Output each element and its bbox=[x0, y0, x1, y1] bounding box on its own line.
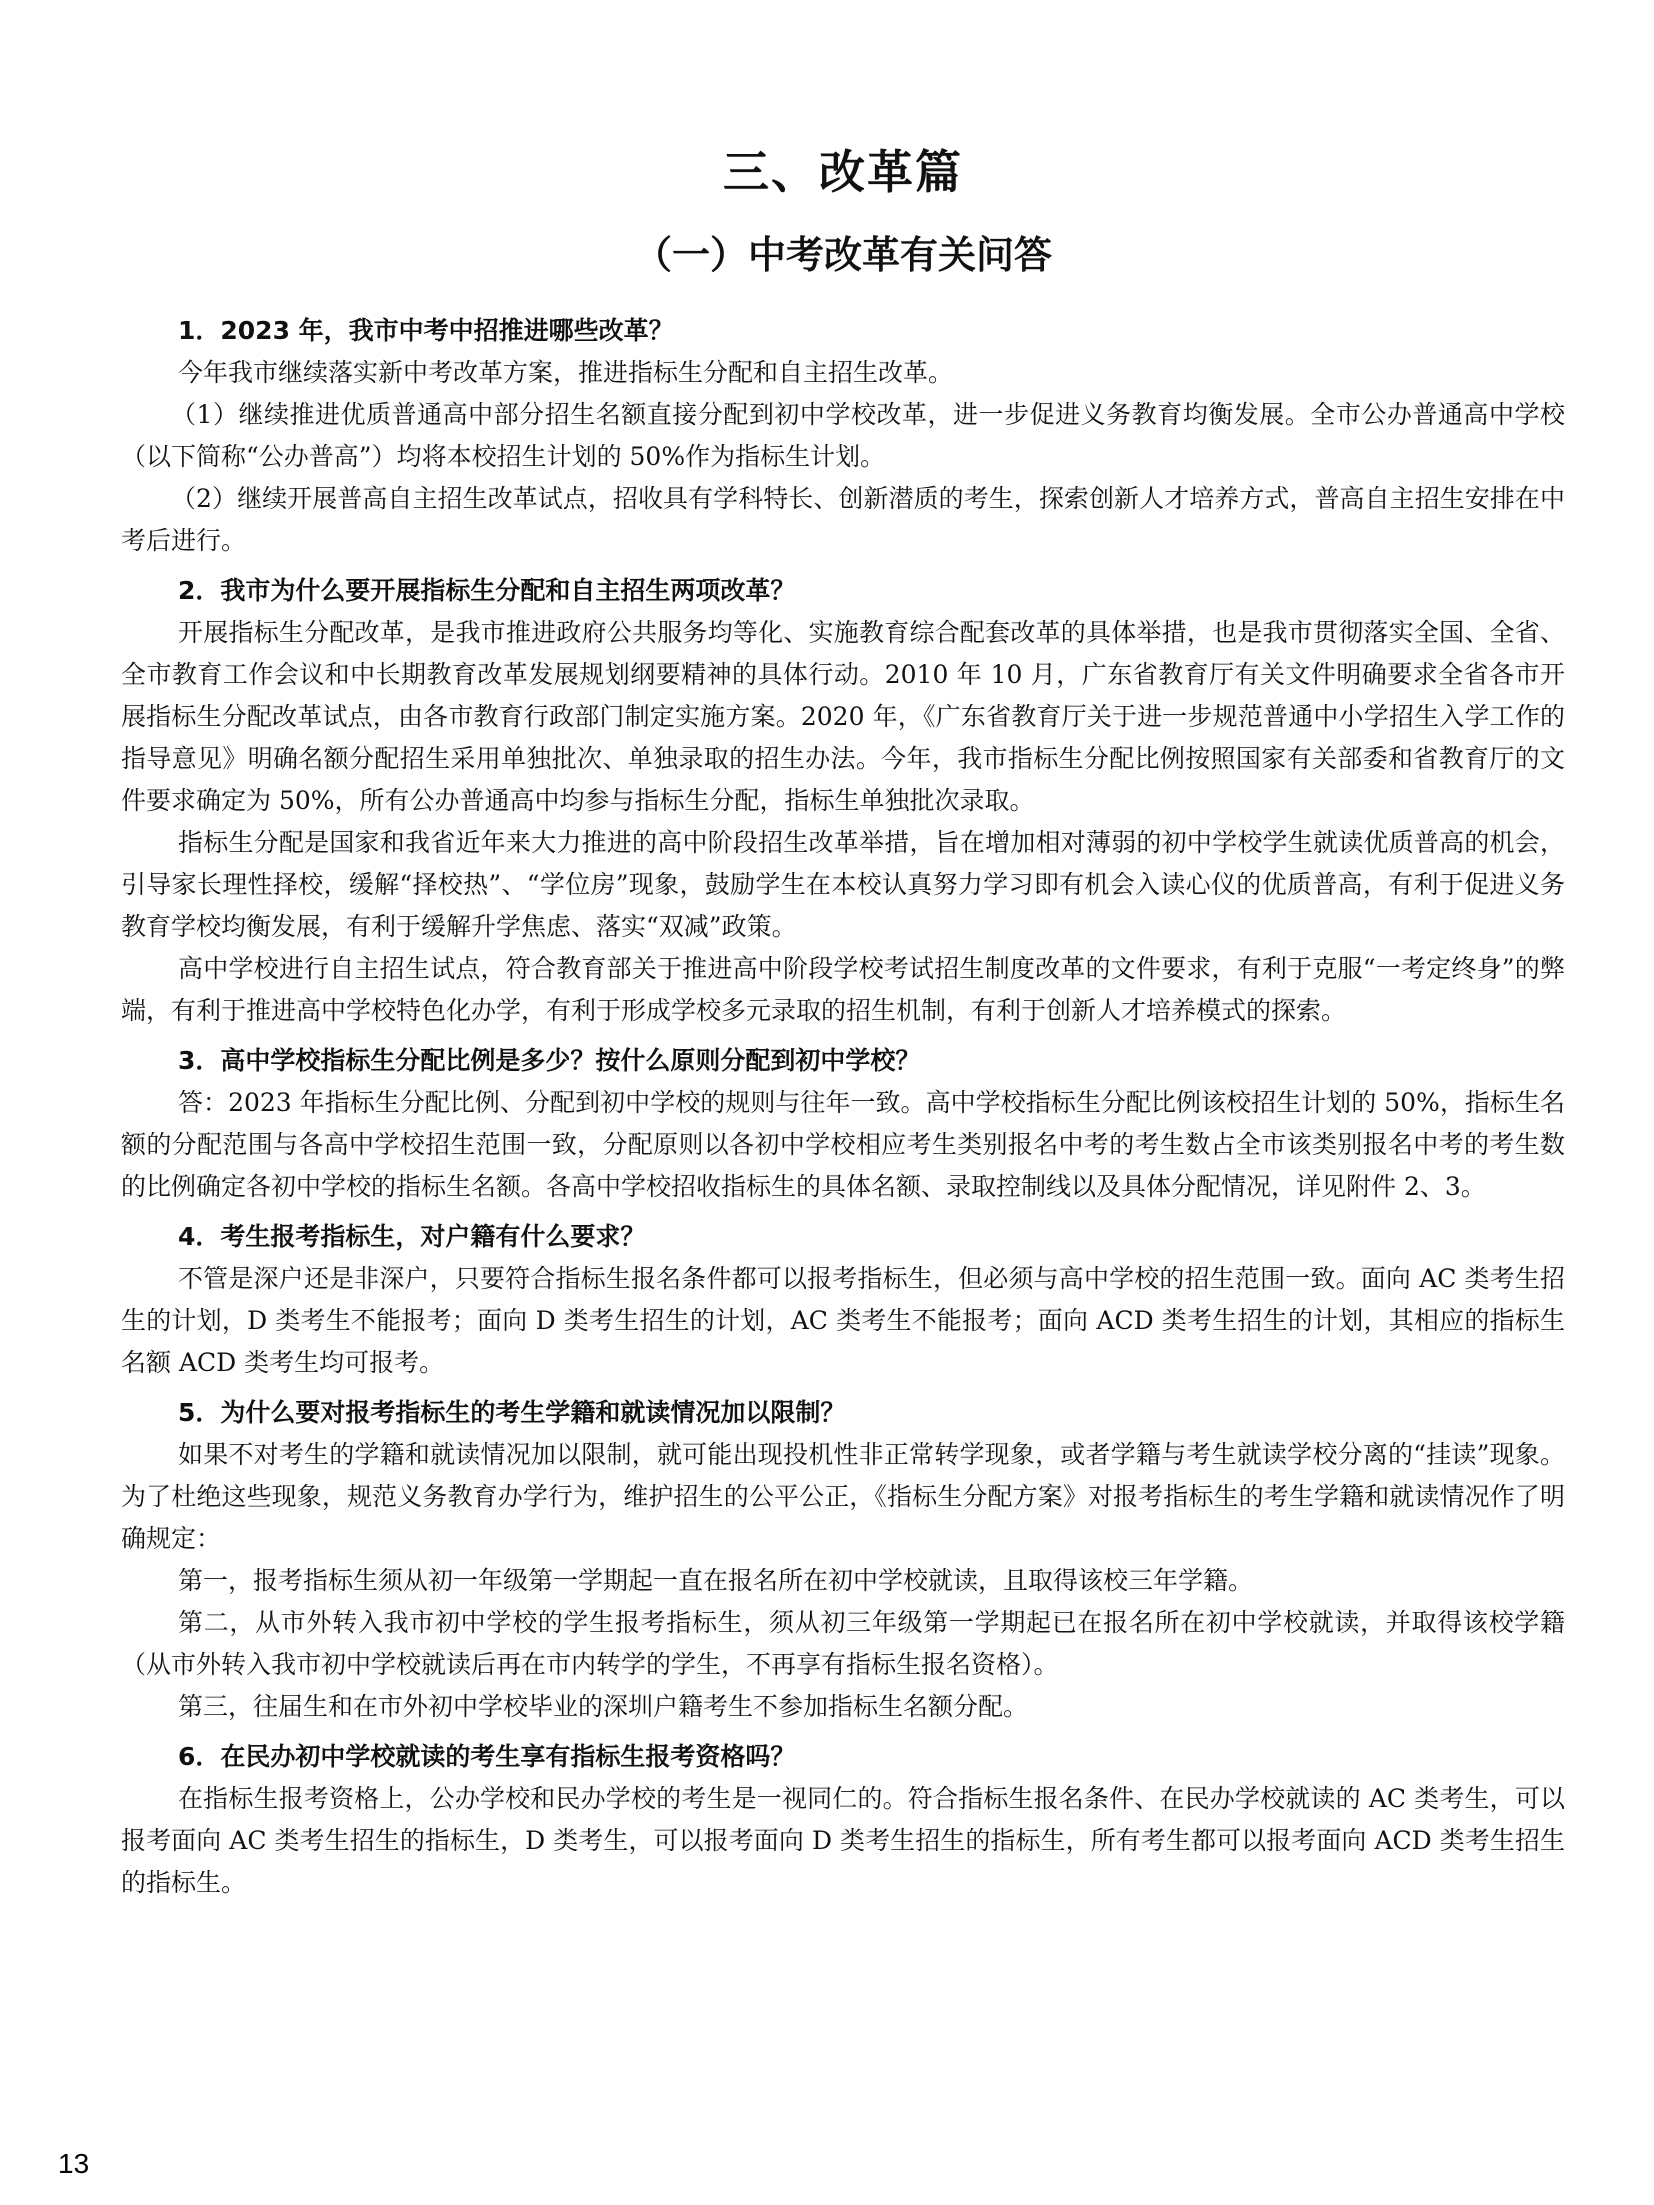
answer-paragraph: （1）继续推进优质普通高中部分招生名额直接分配到初中学校改革，进一步促进义务教育均衡发展。全市公办普通高中学校（以下简称“公办普高”）均将本校招生计划的 50%作为指标生计划。 bbox=[121, 400, 1565, 471]
section-subtitle: （一）中考改革有关问答 bbox=[633, 233, 1052, 277]
qa-section-6 bbox=[121, 1732, 1565, 1904]
answer-paragraph: 开展指标生分配改革，是我市推进政府公共服务均等化、实施教育综合配套改革的具体举措，也是我市贯彻落实全国、全省、全市教育工作会议和中长期教育改革发展规划纲要精神的具体行动。2010 年 10 月，广东省教育厅有关文件明确要求全省各市开展指标生分配改革试点，由各市教育行政部门制定实施方案。2020 年，《广东省教育厅关于进一步规范普通中小学招生入学工作的指导意见》明确名额分配招生采用单独批次、单独录取的招生办法。今年，我市指标生分配比例按照国家有关部委和省教育厅的文件要求确定为 50%，所有公办普通高中均参与指标生分配，指标生单独批次录取。 bbox=[121, 618, 1565, 815]
qa-section-1 bbox=[121, 306, 1565, 562]
question-heading: 4．考生报考指标生，对户籍有什么要求？ bbox=[178, 1222, 646, 1251]
answer-paragraph: 第三，往届生和在市外初中学校毕业的深圳户籍考生不参加指标生名额分配。 bbox=[178, 1692, 1029, 1721]
chapter-title: 三、改革篇 bbox=[723, 145, 963, 199]
answer-paragraph: 第一，报考指标生须从初一年级第一学期起一直在报名所在初中学校就读，且取得该校三年学籍。 bbox=[178, 1566, 1254, 1595]
answer-paragraph: 如果不对考生的学籍和就读情况加以限制，就可能出现投机性非正常转学现象，或者学籍与考生就读学校分离的“挂读”现象。为了杜绝这些现象，规范义务教育办学行为，维护招生的公平公正，《指标生分配方案》对报考指标生的考生学籍和就读情况作了明确规定： bbox=[121, 1440, 1565, 1553]
answer-paragraph: 高中学校进行自主招生试点，符合教育部关于推进高中阶段学校考试招生制度改革的文件要求，有利于克服“一考定终身”的弊端，有利于推进高中学校特色化办学，有利于形成学校多元录取的招生机制，有利于创新人才培养模式的探索。 bbox=[121, 954, 1565, 1025]
question-heading: 5．为什么要对报考指标生的考生学籍和就读情况加以限制？ bbox=[178, 1398, 846, 1427]
qa-section-5 bbox=[121, 1388, 1565, 1728]
page-number: 13 bbox=[58, 2148, 90, 2179]
qa-section-4 bbox=[121, 1212, 1565, 1384]
answer-paragraph: 答：2023 年指标生分配比例、分配到初中学校的规则与往年一致。高中学校指标生分配比例该校招生计划的 50%，指标生名额的分配范围与各高中学校招生范围一致，分配原则以各初中学校相应考生类别报名中考的考生数占全市该类别报名中考的考生数的比例确定各初中学校的指标生名额。各高中学校招收指标生的具体名额、录取控制线以及具体分配情况，详见附件 2、3。 bbox=[121, 1088, 1565, 1201]
question-heading: 2．我市为什么要开展指标生分配和自主招生两项改革？ bbox=[178, 576, 796, 605]
question-heading: 3．高中学校指标生分配比例是多少？按什么原则分配到初中学校？ bbox=[178, 1046, 921, 1075]
answer-paragraph: 指标生分配是国家和我省近年来大力推进的高中阶段招生改革举措，旨在增加相对薄弱的初中学校学生就读优质普高的机会，引导家长理性择校，缓解“择校热”、“学位房”现象，鼓励学生在本校认真努力学习即有机会入读心仪的优质普高，有利于促进义务教育学校均衡发展，有利于缓解升学焦虑、落实“双减”政策。 bbox=[121, 828, 1565, 941]
question-heading: 1．2023 年，我市中考中招推进哪些改革？ bbox=[178, 316, 674, 345]
qa-section-3 bbox=[121, 1036, 1565, 1208]
qa-section-2 bbox=[121, 566, 1565, 1032]
answer-paragraph: （2）继续开展普高自主招生改革试点，招收具有学科特长、创新潜质的考生，探索创新人才培养方式，普高自主招生安排在中考后进行。 bbox=[121, 484, 1565, 555]
question-heading: 6．在民办初中学校就读的考生享有指标生报考资格吗？ bbox=[178, 1742, 796, 1771]
answer-paragraph: 第二，从市外转入我市初中学校的学生报考指标生，须从初三年级第一学期起已在报名所在初中学校就读，并取得该校学籍（从市外转入我市初中学校就读后再在市内转学的学生，不再享有指标生报名资格）。 bbox=[121, 1608, 1565, 1679]
answer-paragraph: 今年我市继续落实新中考改革方案，推进指标生分配和自主招生改革。 bbox=[178, 358, 954, 387]
answer-paragraph: 不管是深户还是非深户，只要符合指标生报名条件都可以报考指标生，但必须与高中学校的招生范围一致。面向 AC 类考生招生的计划，D 类考生不能报考；面向 D 类考生招生的计划，AC 类考生不能报考；面向 ACD 类考生招生的计划，其相应的指标生名额 ACD 类考生均可报考。 bbox=[121, 1264, 1565, 1377]
answer-paragraph: 在指标生报考资格上，公办学校和民办学校的考生是一视同仁的。符合指标生报名条件、在民办学校就读的 AC 类考生，可以报考面向 AC 类考生招生的指标生，D 类考生，可以报考面向 D 类考生招生的指标生，所有考生都可以报考面向 ACD 类考生招生的指标生。 bbox=[121, 1784, 1565, 1897]
qa-content bbox=[121, 306, 1565, 1908]
